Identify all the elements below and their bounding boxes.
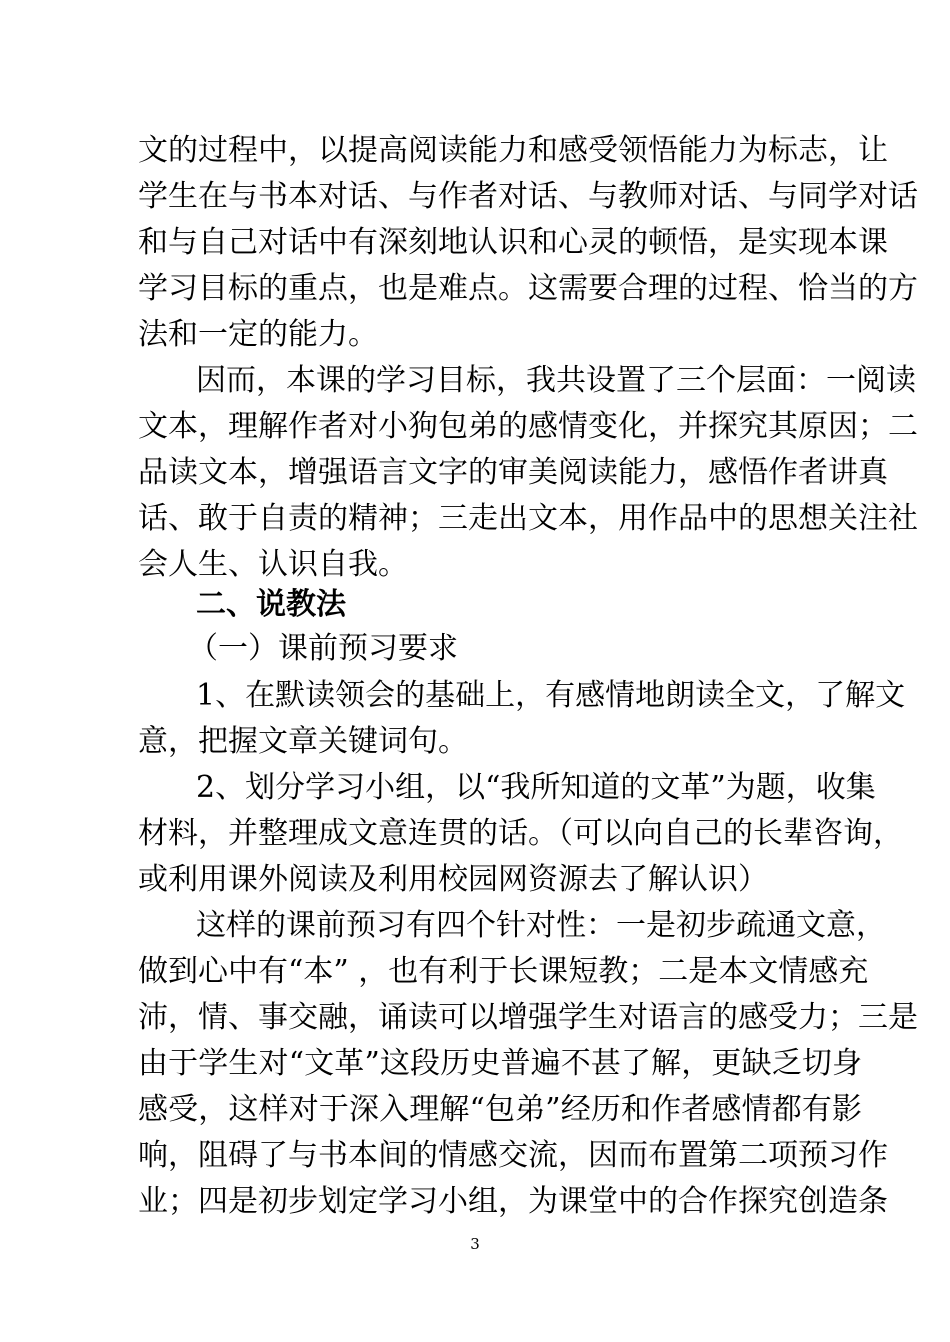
text-line: 沛，情、事交融，诵读可以增强学生对语言的感受力；三是 <box>138 1000 918 1035</box>
text-line: 材料，并整理成文意连贯的话。（可以向自己的长辈咨询， <box>138 816 903 851</box>
text-line: 文本，理解作者对小狗包弟的感情变化，并探究其原因；二 <box>138 409 918 444</box>
text-line: 做到心中有“本” ，也有利于长课短教；二是本文情感充 <box>138 954 869 989</box>
paragraph-start: 因而，本课的学习目标，我共设置了三个层面：一阅读 <box>196 363 916 398</box>
text-line: 意，把握文章关键词句。 <box>138 724 468 759</box>
text-line: 业；四是初步划定学习小组，为课堂中的合作探究创造条 <box>138 1184 888 1219</box>
text-line: 学生在与书本对话、与作者对话、与教师对话、与同学对话 <box>138 179 918 214</box>
text-line: 话、敢于自责的精神；三走出文本，用作品中的思想关注社 <box>138 501 918 536</box>
text-line: 法和一定的能力。 <box>138 317 378 352</box>
text-line: 由于学生对“文革”这段历史普遍不甚了解，更缺乏切身 <box>138 1046 862 1081</box>
section-heading: 二、说教法 <box>196 587 346 622</box>
text-line: 或利用课外阅读及利用校园网资源去了解认识） <box>138 862 768 897</box>
text-line: 学习目标的重点，也是难点。这需要合理的过程、恰当的方 <box>138 271 918 306</box>
text-line: 响，阻碍了与书本间的情感交流，因而布置第二项预习作 <box>138 1138 888 1173</box>
paragraph-start: 这样的课前预习有四个针对性：一是初步疏通文意， <box>196 908 886 943</box>
page-number: 3 <box>470 1235 480 1253</box>
paragraph-start: 1、在默读领会的基础上，有感情地朗读全文，了解文 <box>196 678 906 713</box>
text-line: 会人生、认识自我。 <box>138 547 408 582</box>
paragraph-start: 2、划分学习小组，以“我所知道的文革”为题，收集 <box>196 770 876 805</box>
text-line: 文的过程中，以提高阅读能力和感受领悟能力为标志，让 <box>138 133 888 168</box>
text-line: 感受，这样对于深入理解“包弟”经历和作者感情都有影 <box>138 1092 862 1127</box>
subsection-heading: （一）课前预习要求 <box>188 631 458 666</box>
text-line: 和与自己对话中有深刻地认识和心灵的顿悟，是实现本课 <box>138 225 888 260</box>
text-line: 品读文本，增强语言文字的审美阅读能力，感悟作者讲真 <box>138 455 888 490</box>
